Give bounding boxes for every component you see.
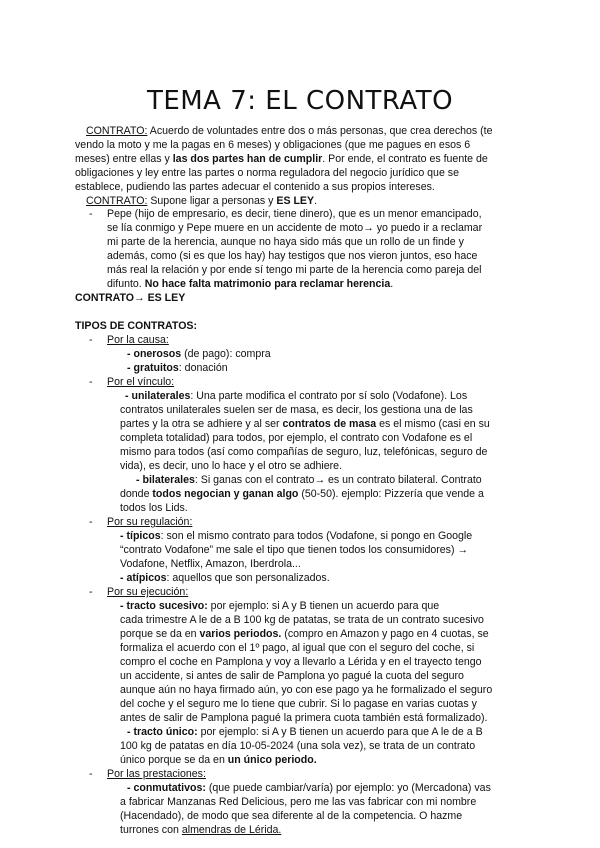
pepe-line-3: mi parte de la herencia, aunque no haya sido más que un rollo de un finde y — [107, 236, 464, 248]
law-bold: ES LEY — [276, 195, 315, 207]
intro-text-1: Acuerdo de voluntades entre dos o más personas, que crea derechos (te — [149, 125, 493, 137]
unilaterales-term: - unilaterales — [125, 390, 191, 402]
intro-text-3c: . Por ende, el contrato es fuente de — [322, 153, 488, 165]
unico-text-1: por ejemplo: si A y B tienen un acuerdo para que A le de a B — [197, 726, 483, 738]
unilaterales-text-3b: contratos de masa — [282, 418, 377, 430]
unilaterales-line-6: vida), es decir, uno lo hace y el otro se adhiere. — [120, 460, 343, 472]
law-text: Supone ligar a personas y — [147, 195, 277, 207]
intro-text-3a: meses) entre ellas y — [75, 153, 173, 165]
bilaterales-line-2 — [120, 487, 484, 501]
onerosos-line — [127, 347, 271, 361]
unilaterales-line-1 — [125, 389, 467, 403]
unico-text-3a: único porque se da en — [120, 754, 228, 766]
intro-line-4: obligaciones y ley entre las partes o norma reguladora del negocio jurídico que se — [75, 167, 459, 179]
vinculo-label: Por el vínculo: — [107, 376, 175, 388]
pepe-line-5: más real la relación y por ende sí tengo mi parte de la herencia como pareja del — [107, 264, 482, 276]
conmutativos-term: - conmutativos: — [127, 782, 206, 794]
law-end: . — [314, 195, 318, 207]
bullet-prestaciones: - — [89, 768, 93, 780]
bilaterales-line-1 — [136, 473, 482, 487]
regulacion-label: Por su regulación: — [107, 516, 193, 528]
sucesivo-line-3 — [120, 627, 489, 641]
unico-line-3 — [120, 753, 317, 767]
ejecucion-label: Por su ejecución: — [107, 586, 189, 598]
sucesivo-text-3b: varios periodos. — [199, 628, 282, 640]
prestaciones-label: Por las prestaciones: — [107, 768, 206, 780]
sucesivo-line-5: compro el coche en Pamplona y voy a llevarlo a Lérida y en el trayecto tengo — [120, 656, 482, 668]
pepe-line-4: además, como (si es que los hay) hay testigos que nos vieron juntos, eso hace — [107, 250, 478, 262]
unico-line-1 — [127, 725, 483, 739]
tipos-heading: TIPOS DE CONTRATOS: — [75, 320, 198, 332]
sucesivo-text-3c: (compro en Amazon y pago en 4 cuotas, se — [281, 628, 489, 640]
law-line — [86, 194, 317, 208]
tipicos-line-2: “contrato Vodafone” me sale el tipo que tienen todos los consumidores) → — [120, 544, 469, 556]
law-label: CONTRATO: — [86, 195, 148, 207]
intro-line-3 — [75, 152, 488, 166]
contrato-label: CONTRATO: — [86, 125, 148, 137]
atipicos-term: - atípicos — [120, 572, 167, 584]
pepe-text-6b: No hace falta matrimonio para reclamar herencia — [144, 278, 391, 290]
gratuitos-term: - gratuitos — [127, 362, 179, 374]
intro-text-3b: las dos partes han de cumplir — [172, 153, 323, 165]
sucesivo-line-1 — [120, 599, 439, 613]
page-title: TEMA 7: EL CONTRATO — [146, 86, 454, 116]
sucesivo-text-1: por ejemplo: si A y B tienen un acuerdo para que — [207, 600, 440, 612]
bilaterales-text-1: : Si ganas con el contrato→ es un contrato bilateral. Contrato — [194, 474, 482, 486]
pepe-text-6c: . — [390, 278, 394, 290]
contrato-es-ley: CONTRATO→ ES LEY — [75, 292, 186, 304]
sucesivo-line-2: cada trimestre A le de a B 100 kg de patatas, se trata de un contrato sucesivo — [120, 614, 484, 626]
sucesivo-line-9: antes de salir de Pamplona pagué la primera cuota también está formalizado). — [120, 712, 488, 724]
conmutativos-line-3: (Hacendado), de modo que sea diferente al de la competencia. O hazme — [120, 810, 463, 822]
tipicos-text-1: : son el mismo contrato para todos (Vodafone, si pongo en Google — [160, 530, 473, 542]
sucesivo-line-6: un accidente, si antes de salir de Pamplona yo pagué la cuota del seguro — [120, 670, 464, 682]
bullet-vinculo: - — [89, 376, 93, 388]
conmutativos-line-1 — [127, 781, 491, 795]
sucesivo-line-4: formaliza el acuerdo con el 1º pago, al igual que con el seguro del coche, si — [120, 642, 475, 654]
unilaterales-text-3a: partes y la otra se adhiere y al ser — [120, 418, 283, 430]
bullet-ejecucion: - — [89, 586, 93, 598]
sucesivo-line-7: aunque aún no haya firmado aún, yo con ese pago ya he formalizado el seguro — [120, 684, 493, 696]
almendras-link-text: almendras de Lérida. — [181, 824, 282, 836]
causa-label: Por la causa: — [107, 334, 169, 346]
tipicos-term: - típicos — [120, 530, 161, 542]
bullet-regulacion: - — [89, 516, 93, 528]
bilaterales-text-2a: donde — [120, 488, 153, 500]
gratuitos-line — [127, 361, 228, 375]
bilaterales-line-3: todos los Lids. — [120, 502, 188, 514]
onerosos-text: (de pago): compra — [181, 348, 271, 360]
gratuitos-text: : donación — [178, 362, 228, 374]
bullet-pepe: - — [89, 208, 93, 220]
unico-line-2: 100 kg de patatas en día 10-05-2024 (una sola vez), se trata de un contrato — [120, 740, 476, 752]
bilaterales-text-2c: (50-50). ejemplo: Pizzería que vende a — [298, 488, 484, 500]
conmutativos-line-2: a fabricar Manzanas Red Delicious, pero me las vas fabricar con mi nombre — [120, 796, 477, 808]
pepe-line-2: se lía conmigo y Pepe muere en un accidente de moto→ yo puedo ir a reclamar — [107, 222, 483, 234]
sucesivo-term: - tracto sucesivo: — [120, 600, 208, 612]
tipicos-line-1 — [120, 529, 472, 543]
unilaterales-line-5: mismo para todos (así como compañías de seguro, luz, telefónicas, seguro de — [120, 446, 488, 458]
unilaterales-text-1: : Una parte modifica el contrato por sí solo (Vodafone). Los — [190, 390, 468, 402]
tipicos-line-3: Vodafone, Netflix, Amazon, Iberdrola... — [120, 558, 301, 570]
sucesivo-text-3a: porque se da en — [120, 628, 200, 640]
unilaterales-text-3c: es el mismo (casi en su — [376, 418, 490, 430]
bilaterales-text-2b: todos negocian y ganan algo — [152, 488, 299, 500]
intro-line-5: establece, pudiendo las partes adecuar el contenido a sus propios intereses. — [75, 181, 435, 193]
conmutativos-line-4 — [120, 823, 281, 837]
intro-line-1 — [86, 124, 493, 138]
pepe-line-6 — [107, 277, 393, 291]
sucesivo-line-8: del coche y el seguro me lo tiene que cubrir. Si lo pagase en varias cuotas y — [120, 698, 477, 710]
unilaterales-line-3 — [120, 417, 490, 431]
bullet-causa: - — [89, 334, 93, 346]
unilaterales-line-2: contratos unilaterales suelen ser de masa, es decir, los gestiona una de las — [120, 404, 473, 416]
pepe-line-1: Pepe (hijo de empresario, es decir, tiene dinero), que es un menor emancipado, — [107, 208, 482, 220]
bilaterales-term: - bilaterales — [136, 474, 195, 486]
conmutativos-text-1: (que puede cambiar/varía) por ejemplo: yo (Mercadona) vas — [205, 782, 491, 794]
unico-term: - tracto único: — [127, 726, 198, 738]
pepe-text-6a: difunto. — [107, 278, 145, 290]
atipicos-line — [120, 571, 330, 585]
atipicos-text: : aquellos que son personalizados. — [166, 572, 330, 584]
unico-text-3b: un único periodo. — [227, 754, 317, 766]
conmutativos-text-4a: turrones con — [120, 824, 182, 836]
onerosos-term: - onerosos — [127, 348, 182, 360]
intro-line-2: vendo la moto y me la pagas en 6 meses) y obligaciones (que me pagues en esos 6 — [75, 139, 471, 151]
unilaterales-line-4: completa totalidad) para todos, por ejemplo, el contrato con Vodafone es el — [120, 432, 473, 444]
